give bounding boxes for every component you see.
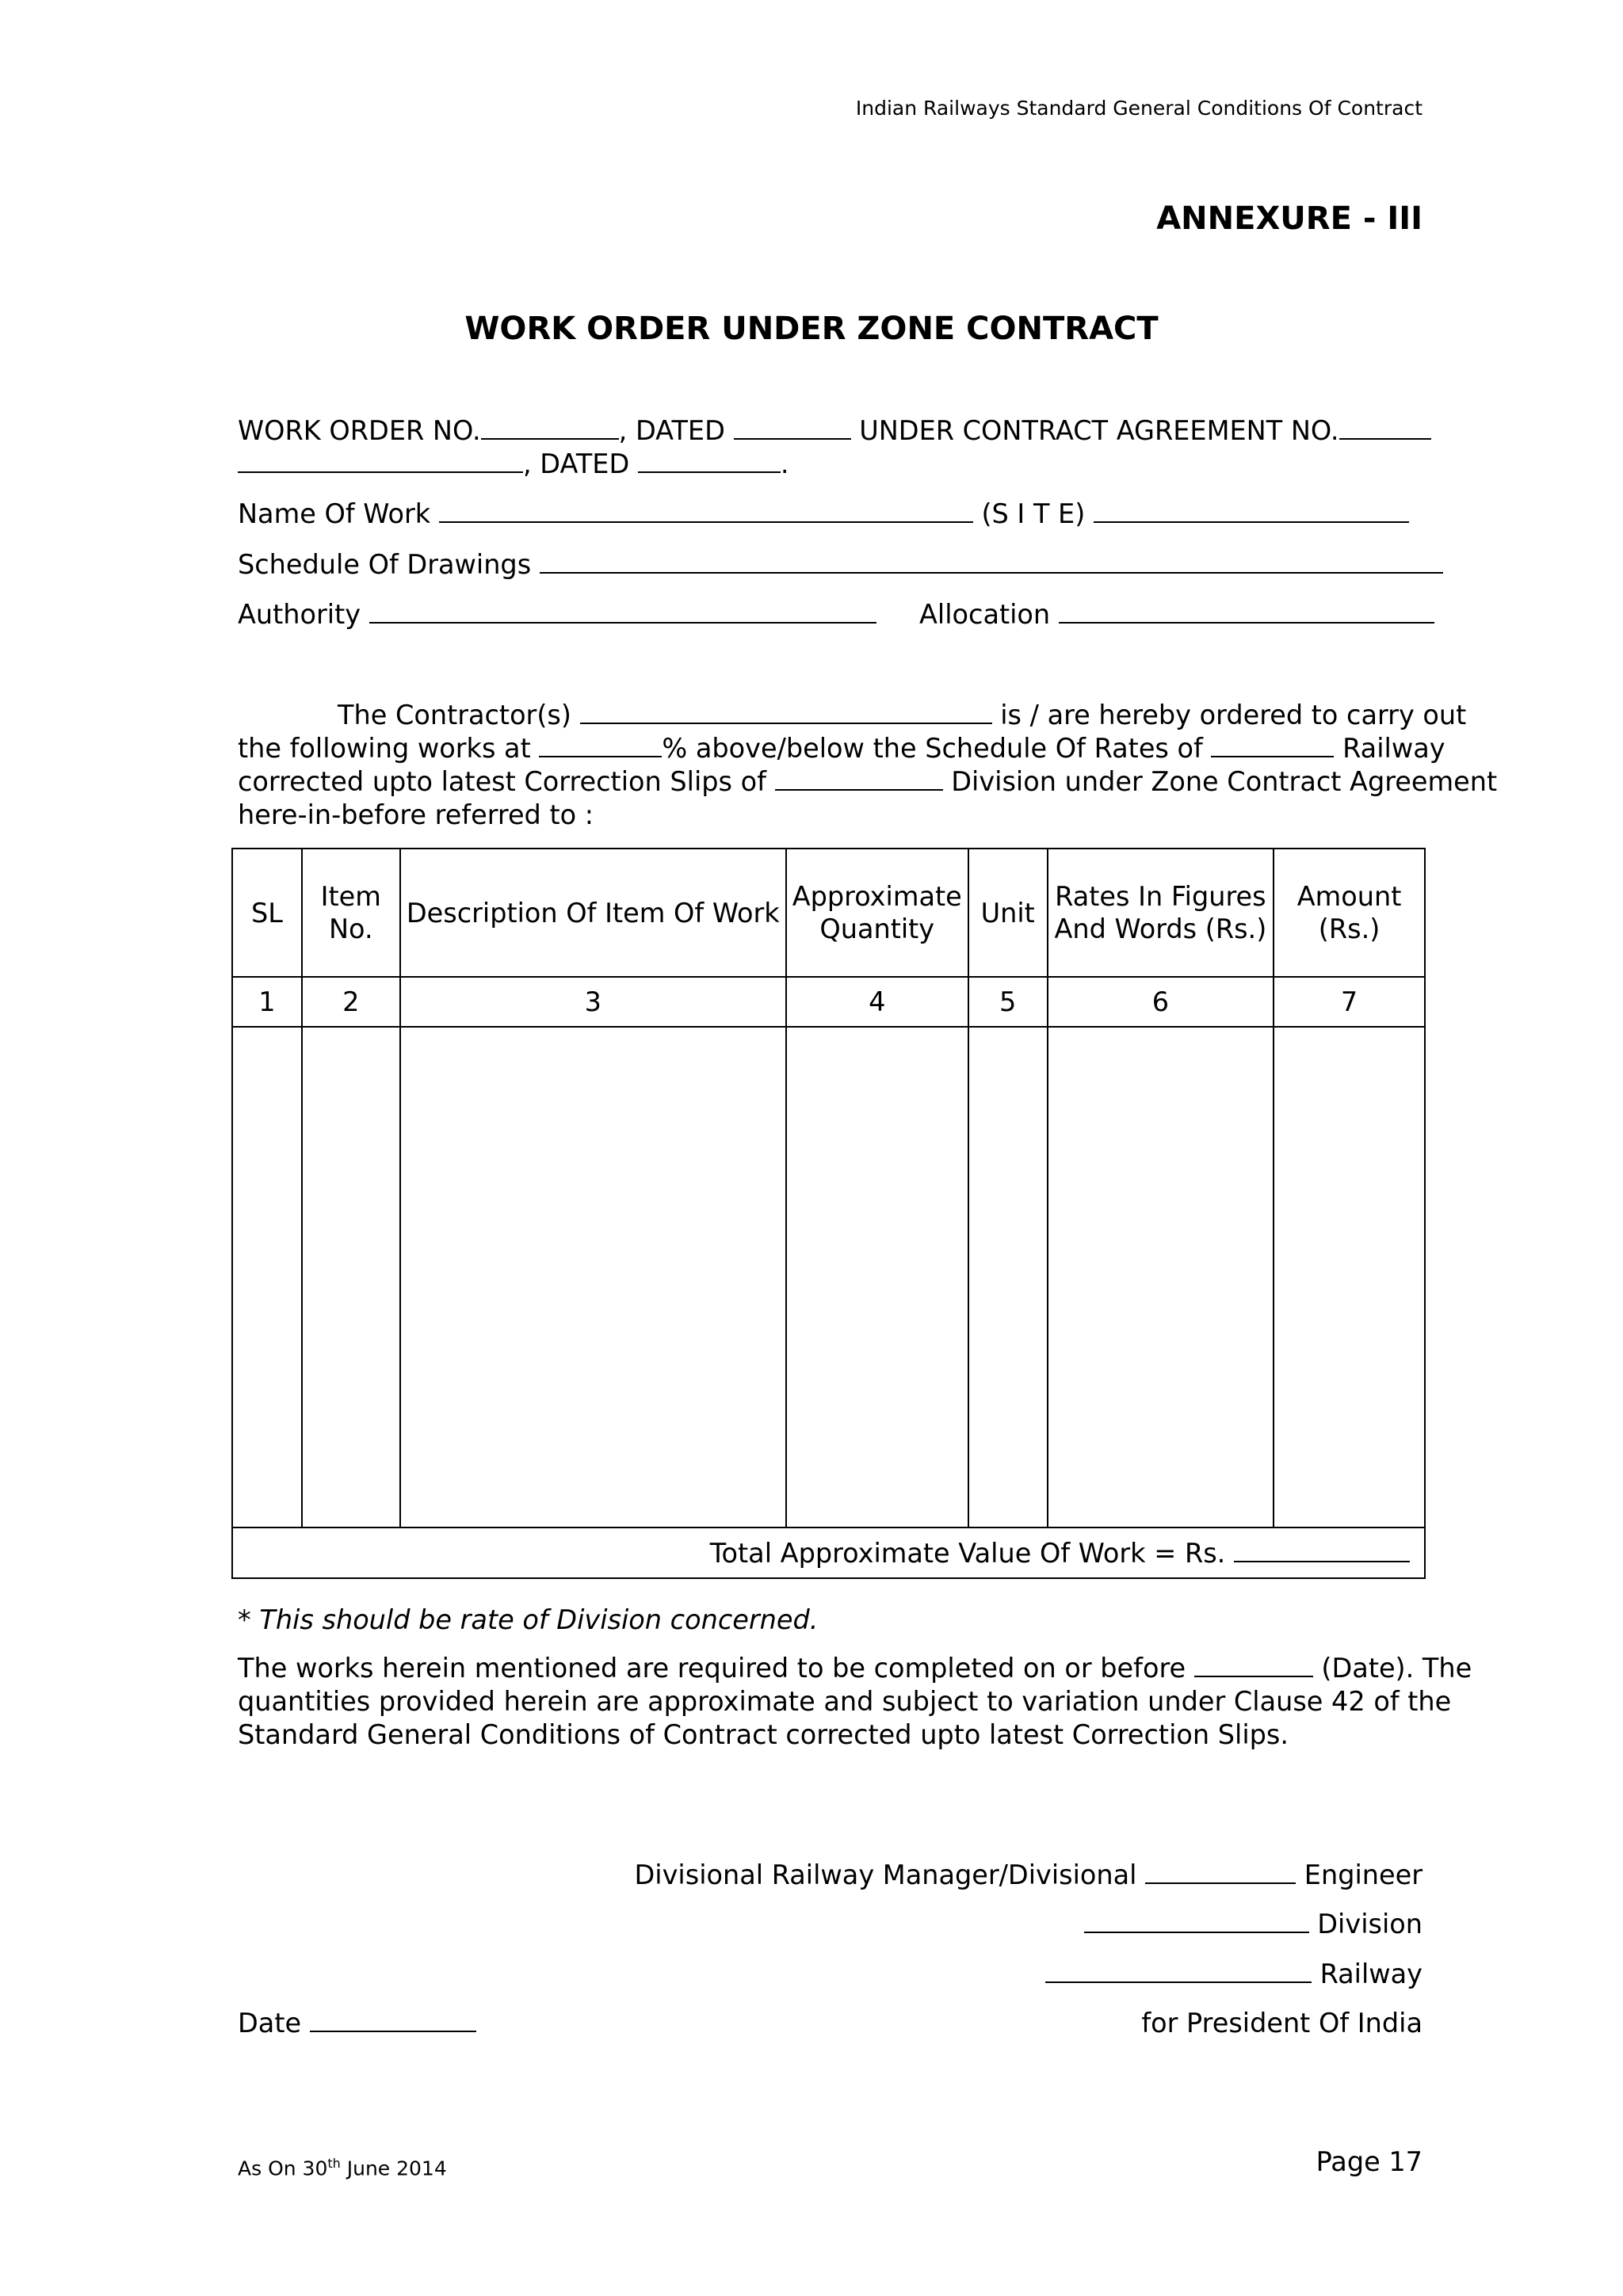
completion-line-3: Standard General Conditions of Contract corrected upto latest Correction Slips. [238,1719,1289,1750]
total-label: Total Approximate Value Of Work = Rs. [709,1537,1226,1569]
completion-date-blank[interactable] [1194,1652,1313,1677]
name-of-work-blank[interactable] [439,498,973,523]
unit-cell[interactable] [968,1027,1048,1527]
col-header-rates: Rates In Figures And Words (Rs.) [1048,849,1274,977]
contract-agreement-blank[interactable] [1339,414,1431,440]
schedule-of-rates-text: % above/below the Schedule Of Rates of [662,733,1203,764]
drm-text: Divisional Railway Manager/Divisional [634,1859,1137,1890]
date-row [238,2007,476,2040]
intro-line-3 [238,765,1498,799]
col-header-amount: Amount (Rs.) [1274,849,1425,977]
name-of-work-row [238,498,1409,531]
date-text: (Date). The [1321,1653,1472,1684]
column-number-row [232,977,1425,1027]
signature-line-4: for President Of India [1141,2008,1423,2039]
work-order-line [238,414,1423,448]
item-no-cell[interactable] [302,1027,400,1527]
running-header: Indian Railways Standard General Conditions Of Contract [855,97,1423,120]
work-order-no-blank[interactable] [481,414,619,440]
signature-line-2 [1084,1908,1423,1941]
engineer-text: Engineer [1304,1859,1423,1890]
schedule-of-drawings-label: Schedule Of Drawings [238,549,532,580]
division-blank[interactable] [775,765,943,791]
dated2-blank[interactable] [638,448,781,473]
intro-line-2 [238,732,1445,765]
site-blank[interactable] [1094,498,1409,523]
percent-blank[interactable] [539,732,662,757]
col-header-unit: Unit [968,849,1048,977]
contractor-order-paragraph [238,699,1498,832]
railway-name-blank[interactable] [1211,732,1334,757]
dated-blank[interactable] [734,414,851,440]
amount-cell[interactable] [1274,1027,1425,1527]
annexure-heading: ANNEXURE - III [1156,200,1423,237]
intro-line-4: here-in-before referred to : [238,799,594,830]
ordinal-sup: th [327,2156,341,2171]
rate-footnote: * This should be rate of Division concerned. [238,1604,819,1635]
as-on-rest: June 2014 [340,2157,447,2180]
table-row [232,1027,1425,1527]
total-value-blank[interactable] [1234,1537,1410,1562]
engineer-type-blank[interactable] [1145,1859,1296,1884]
signature-line-3 [1045,1958,1423,1991]
work-order-no-label: WORK ORDER NO. [238,415,481,446]
completion-line-2: quantities provided herein are approximate and subject to variation under Clause 42 of the [238,1686,1452,1717]
contract-agreement-label: UNDER CONTRACT AGREEMENT NO. [859,415,1339,446]
railway-blank[interactable] [1045,1958,1312,1983]
rates-cell[interactable] [1048,1027,1274,1527]
allocation-row [919,598,1434,631]
work-items-table [231,848,1426,1579]
site-label: (S I T E) [981,498,1086,529]
works-at-text: the following works at [238,733,531,764]
column-number: 6 [1048,977,1274,1027]
authority-label: Authority [238,599,361,630]
total-cell [232,1527,1425,1578]
table-header-row [232,849,1425,977]
column-number: 4 [786,977,968,1027]
total-row [232,1527,1425,1578]
date-blank[interactable] [310,2007,476,2032]
ordered-text: is / are hereby ordered to carry out [1000,700,1467,730]
division-name-blank[interactable] [1084,1908,1309,1933]
footer-date [238,2151,447,2181]
column-number: 2 [302,977,400,1027]
completion-text: The works herein mentioned are required to be completed on or before [238,1653,1186,1684]
completion-paragraph [238,1652,1472,1752]
railway-text: Railway [1342,733,1445,764]
schedule-of-drawings-row [238,548,1443,582]
description-cell[interactable] [400,1027,786,1527]
col-header-item-no: Item No. [302,849,400,977]
railway-signature-text: Railway [1319,1958,1423,1989]
correction-slips-text: corrected upto latest Correction Slips of [238,766,766,797]
agreement-line-2: , DATED . [238,448,789,481]
signature-line-1 [635,1859,1423,1892]
sl-cell[interactable] [232,1027,302,1527]
page-number: Page 17 [1316,2146,1423,2177]
col-header-sl: SL [232,849,302,977]
column-number: 1 [232,977,302,1027]
column-number: 3 [400,977,786,1027]
dated-label: , DATED [618,415,725,446]
agreement-no-continued-blank[interactable] [238,448,523,473]
col-header-description: Description Of Item Of Work [400,849,786,977]
allocation-blank[interactable] [1059,598,1434,624]
page-title: WORK ORDER UNDER ZONE CONTRACT [464,311,1159,347]
completion-line-1 [238,1652,1472,1685]
division-text: Division [1317,1909,1423,1939]
column-number: 7 [1274,977,1425,1027]
as-on-text: As On 30 [238,2157,328,2180]
quantity-cell[interactable] [786,1027,968,1527]
authority-row [238,598,876,631]
name-of-work-label: Name Of Work [238,498,431,529]
zone-contract-text: Division under Zone Contract Agreement [951,766,1498,797]
intro-line-1 [238,699,1467,732]
column-number: 5 [968,977,1048,1027]
dated2-label: , DATED [523,448,630,479]
authority-blank[interactable] [369,598,876,624]
schedule-of-drawings-blank[interactable] [540,548,1443,574]
col-header-quantity: Approximate Quantity [786,849,968,977]
date-label: Date [238,2008,302,2039]
allocation-label: Allocation [919,599,1051,630]
contractor-blank[interactable] [580,699,992,724]
contractor-label: The Contractor(s) [338,700,571,730]
